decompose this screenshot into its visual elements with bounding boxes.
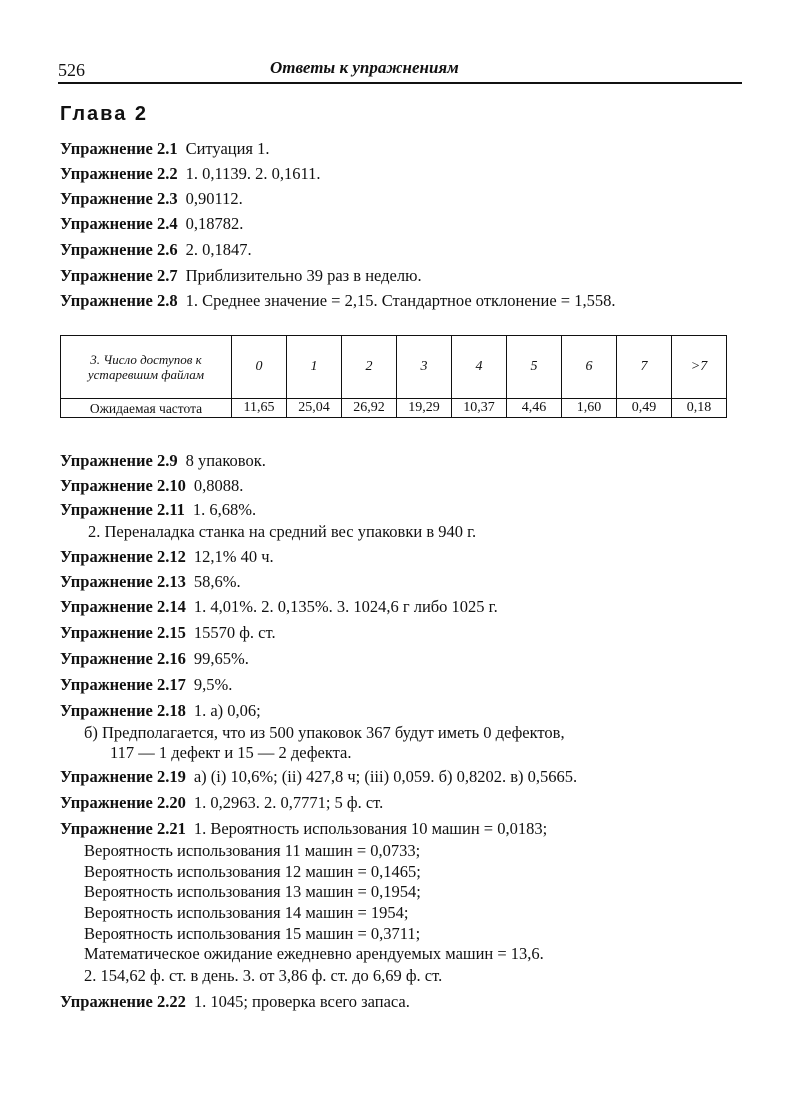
exercise-2-16 <box>60 649 249 669</box>
table-cell: 25,04 <box>287 399 342 418</box>
table-row <box>61 399 727 418</box>
exercise-answer: 1. 4,01%. 2. 0,135%. 3. 1024,6 г либо 1025 г. <box>193 597 498 616</box>
exercise-label: Упражнение 2.3 <box>60 189 178 208</box>
exercise-2-12 <box>60 547 274 567</box>
table-cell: 4,46 <box>507 399 562 418</box>
page-header <box>58 58 742 84</box>
table-column-header: 7 <box>617 336 672 399</box>
exercise-label: Упражнение 2.6 <box>60 240 178 259</box>
exercise-answer: 1. 0,1139. 2. 0,1611. <box>185 164 321 183</box>
exercise-2-21 <box>60 819 547 839</box>
exercise-2-1 <box>60 139 270 159</box>
chapter-title: Глава 2 <box>60 103 149 125</box>
exercise-2-9 <box>60 451 266 471</box>
exercise-label: Упражнение 2.9 <box>60 451 178 470</box>
exercise-label: Упражнение 2.16 <box>60 649 186 668</box>
exercise-label: Упражнение 2.22 <box>60 992 186 1011</box>
exercise-2-21-continuation: Вероятность использования 11 машин = 0,0733; <box>84 841 421 860</box>
exercise-2-19 <box>60 767 577 787</box>
table-cell: 11,65 <box>232 399 287 418</box>
exercise-answer: 99,65%. <box>193 649 249 668</box>
exercise-2-17 <box>60 675 232 695</box>
exercise-answer: 0,90112. <box>185 189 243 208</box>
exercise-label: Упражнение 2.18 <box>60 701 186 720</box>
exercise-2-18 <box>60 701 261 721</box>
table-column-header: 0 <box>232 336 287 399</box>
table-cell: 10,37 <box>452 399 507 418</box>
table-header-row <box>61 336 727 399</box>
exercise-label: Упражнение 2.19 <box>60 767 186 786</box>
exercise-answer: 12,1% 40 ч. <box>193 547 274 566</box>
exercise-2-14 <box>60 597 498 617</box>
exercise-2-18-continuation: 117 — 1 дефект и 15 — 2 дефекта. <box>110 743 352 762</box>
exercise-label: Упражнение 2.10 <box>60 476 186 495</box>
exercise-label: Упражнение 2.4 <box>60 214 178 233</box>
exercise-2-8 <box>60 291 615 311</box>
exercise-2-21-continuation: Вероятность использования 12 машин = 0,1465; <box>84 862 421 881</box>
exercise-2-21-continuation: 2. 154,62 ф. ст. в день. 3. от 3,86 ф. ст. до 6,69 ф. ст. <box>84 966 443 985</box>
exercise-answer: 2. 0,1847. <box>185 240 252 259</box>
table-column-header: 4 <box>452 336 507 399</box>
exercise-answer: 1. 1045; проверка всего запаса. <box>193 992 410 1011</box>
exercise-answer: 9,5%. <box>193 675 233 694</box>
exercise-2-7 <box>60 266 422 286</box>
exercise-2-15 <box>60 623 276 643</box>
exercise-answer: 1. Среднее значение = 2,15. Стандартное отклонение = 1,558. <box>185 291 616 310</box>
exercise-2-2 <box>60 164 320 184</box>
exercise-answer: 0,18782. <box>185 214 244 233</box>
exercise-label: Упражнение 2.8 <box>60 291 178 310</box>
exercise-label: Упражнение 2.2 <box>60 164 178 183</box>
table-header-label: 3. Число доступов к устаревшим файлам <box>61 336 232 399</box>
exercise-answer: 0,8088. <box>193 476 244 495</box>
frequency-table <box>60 335 727 418</box>
exercise-answer: 1. 0,2963. 2. 0,7771; 5 ф. ст. <box>193 793 384 812</box>
table-column-header: 6 <box>562 336 617 399</box>
exercise-2-21-continuation: Вероятность использования 14 машин = 1954; <box>84 903 409 922</box>
exercise-answer: Приблизительно 39 раз в неделю. <box>185 266 422 285</box>
exercise-2-21-continuation: Вероятность использования 15 машин = 0,3711; <box>84 924 421 943</box>
exercise-label: Упражнение 2.21 <box>60 819 186 838</box>
table-cell: 1,60 <box>562 399 617 418</box>
exercise-answer: 1. 6,68%. <box>192 500 257 519</box>
exercise-answer: 15570 ф. ст. <box>193 623 276 642</box>
table-column-header: >7 <box>672 336 727 399</box>
running-title: Ответы к упражнениям <box>270 58 459 77</box>
exercise-answer: 1. Вероятность использования 10 машин = 0,0183; <box>193 819 548 838</box>
table-cell: 0,49 <box>617 399 672 418</box>
exercise-label: Упражнение 2.12 <box>60 547 186 566</box>
exercise-answer: 1. а) 0,06; <box>193 701 261 720</box>
exercise-answer: 8 упаковок. <box>185 451 266 470</box>
exercise-label: Упражнение 2.14 <box>60 597 186 616</box>
table-row-label: Ожидаемая частота <box>61 399 232 418</box>
exercise-2-11-continuation: 2. Переналадка станка на средний вес упаковки в 940 г. <box>88 522 477 541</box>
table-column-header: 2 <box>342 336 397 399</box>
exercise-2-20 <box>60 793 383 813</box>
exercise-2-21-continuation: Вероятность использования 13 машин = 0,1954; <box>84 882 421 901</box>
exercise-answer: а) (i) 10,6%; (ii) 427,8 ч; (iii) 0,059. б) 0,8202. в) 0,5665. <box>193 767 578 786</box>
exercise-answer: Ситуация 1. <box>185 139 270 158</box>
exercise-label: Упражнение 2.11 <box>60 500 185 519</box>
exercise-label: Упражнение 2.15 <box>60 623 186 642</box>
exercise-2-10 <box>60 476 243 496</box>
table-cell: 0,18 <box>672 399 727 418</box>
exercise-answer: 58,6%. <box>193 572 241 591</box>
exercise-label: Упражнение 2.1 <box>60 139 178 158</box>
exercise-label: Упражнение 2.13 <box>60 572 186 591</box>
table-column-header: 5 <box>507 336 562 399</box>
exercise-2-13 <box>60 572 241 592</box>
exercise-2-4 <box>60 214 243 234</box>
exercise-label: Упражнение 2.20 <box>60 793 186 812</box>
exercise-2-22 <box>60 992 410 1012</box>
table-cell: 26,92 <box>342 399 397 418</box>
exercise-2-3 <box>60 189 243 209</box>
table-column-header: 1 <box>287 336 342 399</box>
page-number: 526 <box>58 60 85 80</box>
exercise-2-11 <box>60 500 256 520</box>
table-column-header: 3 <box>397 336 452 399</box>
exercise-label: Упражнение 2.17 <box>60 675 186 694</box>
header-rule <box>58 82 742 84</box>
exercise-2-21-continuation: Математическое ожидание ежедневно арендуемых машин = 13,6. <box>84 944 544 963</box>
exercise-2-18-continuation: б) Предполагается, что из 500 упаковок 367 будут иметь 0 дефектов, <box>84 723 565 742</box>
table-cell: 19,29 <box>397 399 452 418</box>
exercise-2-6 <box>60 240 252 260</box>
exercise-label: Упражнение 2.7 <box>60 266 178 285</box>
